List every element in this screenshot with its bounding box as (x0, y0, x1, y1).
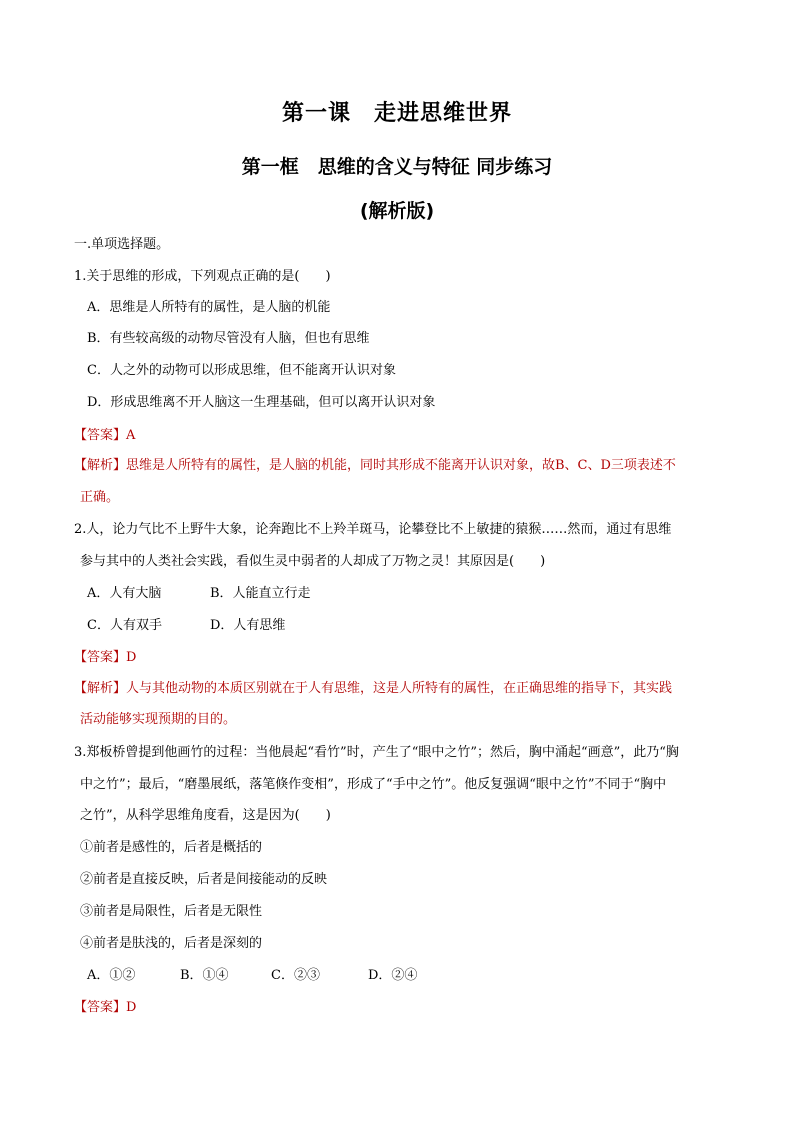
q1-analysis: 【解析】思维是人所特有的属性，是人脑的机能，同时其形成不能离开认识对象，故B、C、D三项表述不 (74, 458, 676, 473)
q3-option-c: C．②③ (271, 968, 320, 983)
q3-stem: 3.郑板桥曾提到他画竹的过程：当他晨起“看竹”时，产生了“眼中之竹”；然后，胸中涌起“画意”，此乃“胸 (74, 745, 679, 760)
q1-option-a: A．思维是人所特有的属性，是人脑的机能 (87, 300, 331, 315)
q1-answer: 【答案】A (74, 428, 136, 443)
q2-stem-cont: 参与其中的人类社会实践，看似生灵中弱者的人却成了万物之灵！其原因是( ) (80, 554, 546, 569)
q1-option-d: D．形成思维离不开人脑这一生理基础，但可以离开认识对象 (87, 395, 436, 410)
q2-stem: 2.人，论力气比不上野牛大象，论奔跑比不上羚羊斑马，论攀登比不上敏捷的猿猴……然而，通过有思维 (74, 522, 672, 537)
q2-option-a: A．人有大脑 (87, 586, 162, 601)
q3-stem-cont-1: 中之竹”；最后，“磨墨展纸，落笔倏作变相”，形成了“手中之竹”。他反复强调“眼中之竹”不同于“胸中 (80, 777, 667, 792)
q3-stem-cont-2: 之竹”，从科学思维角度看，这是因为( ) (80, 808, 331, 823)
lesson-title: 第一课 走进思维世界 (281, 101, 512, 126)
q2-option-b: B．人能直立行走 (210, 586, 311, 601)
q2-analysis-cont: 活动能够实现预期的目的。 (80, 712, 237, 727)
q2-option-c: C．人有双手 (87, 618, 162, 633)
q3-option-d: D．②④ (368, 968, 418, 983)
q1-option-c: C．人之外的动物可以形成思维，但不能离开认识对象 (87, 363, 396, 378)
q1-option-b: B．有些较高级的动物尽管没有人脑，但也有思维 (87, 331, 370, 346)
q2-analysis: 【解析】人与其他动物的本质区别就在于人有思维，这是人所特有的属性，在正确思维的指导下，其实践 (74, 681, 673, 696)
q3-statement-4: ④前者是肤浅的，后者是深刻的 (80, 936, 263, 951)
q3-statement-2: ②前者是直接反映，后者是间接能动的反映 (80, 872, 328, 887)
q1-analysis-cont: 正确。 (80, 490, 120, 505)
q3-option-b: B．①④ (180, 968, 229, 983)
section-heading: 一.单项选择题。 (74, 237, 170, 252)
q3-answer: 【答案】D (74, 1000, 137, 1015)
q3-statement-1: ①前者是感性的，后者是概括的 (80, 840, 263, 855)
q3-option-a: A．①② (87, 968, 136, 983)
version-label: (解析版) (359, 200, 435, 222)
q2-answer: 【答案】D (74, 650, 137, 665)
q3-statement-3: ③前者是局限性，后者是无限性 (80, 904, 263, 919)
section-subtitle: 第一框 思维的含义与特征 同步练习 (241, 156, 553, 178)
q1-stem: 1.关于思维的形成，下列观点正确的是( ) (74, 269, 331, 284)
q2-option-d: D．人有思维 (210, 618, 286, 633)
